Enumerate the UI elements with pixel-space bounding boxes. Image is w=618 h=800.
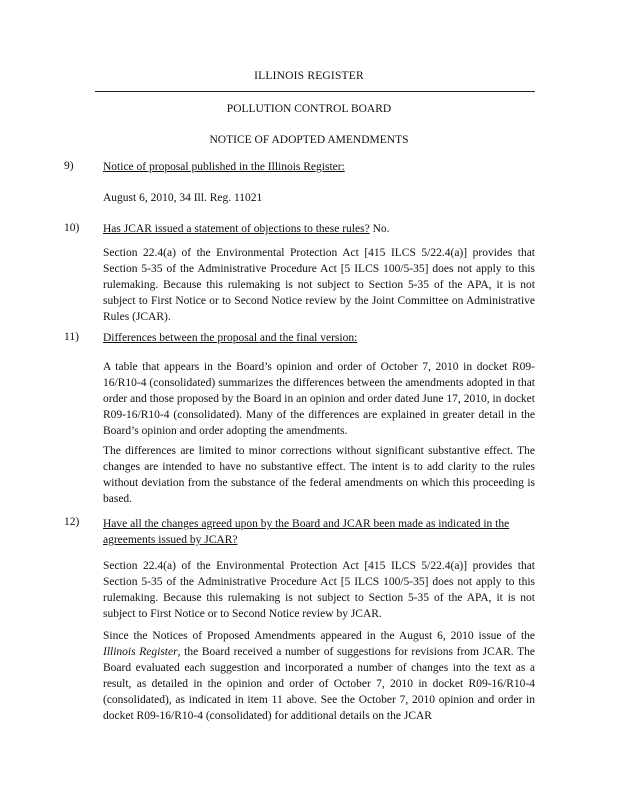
item-10-number: 10) [64, 222, 80, 234]
notice-title: NOTICE OF ADOPTED AMENDMENTS [209, 134, 409, 146]
item-10-question-answer: No. [372, 223, 390, 235]
item-10-paragraph-1: Section 22.4(a) of the Environmental Protection Act [415 ILCS 5/22.4(a)] provides that Section 5-35 of the Administrative Procedure Act [5 ILCS 100/5-35] does not apply to this rulemaking. Because this rulemaking is not subject to Section 5-35 of the APA, it is not subject to First Notice or to Second Notice review by the Joint Committee on Administrative Rules (JCAR). [103, 247, 535, 323]
item-9-answer: August 6, 2010, 34 Ill. Reg. 11021 [103, 192, 263, 204]
item-12-paragraph-2: Since the Notices of Proposed Amendments appeared in the August 6, 2010 issue of the Illinois Register, the Board received a number of suggestions for revisions from JCAR. The Board evaluated each suggestion and incorporated a number of changes into the text as a result, as detailed in the opinion and order of October 7, 2010 in docket R09-16/R10-4 (consolidated), as indicated in item 11 above. See the October 7, 2010 opinion and order in docket R09-16/R10-4 (consolidated) for additional details on the JCAR [103, 630, 535, 722]
item-9-number: 9) [64, 160, 74, 172]
agency-name: POLLUTION CONTROL BOARD [226, 103, 392, 115]
item-11-paragraph-1: A table that appears in the Board’s opinion and order of October 7, 2010 in docket R09-16/R10-4 (consolidated) summarizes the differences between the amendments adopted in that order and those proposed by the Board in an opinion and order dated June 17, 2010, in docket R09-16/R10-4 (consolidated). Many of the differences are explained in greater detail in the Board’s opinion and order adopting the amendments. [103, 361, 535, 437]
journal-title: Illinois Register [103, 646, 178, 658]
item-12-number: 12) [64, 516, 80, 528]
item-9-question [103, 160, 533, 175]
item-12-question-text: Have all the changes agreed upon by the Board and JCAR been made as indicated in the agreements issued by JCAR? [103, 518, 510, 546]
item-9-question-text: Notice of proposal published in the Illinois Register: [103, 161, 345, 173]
register-title: ILLINOIS REGISTER [254, 70, 364, 82]
item-10-question-text: Has JCAR issued a statement of objections to these rules? [103, 223, 370, 235]
item-11-question-text: Differences between the proposal and the final version: [103, 332, 358, 344]
item-12-paragraph-1: Section 22.4(a) of the Environmental Protection Act [415 ILCS 5/22.4(a)] provides that Section 5-35 of the Administrative Procedure Act [5 ILCS 100/5-35] does not apply to this rulemaking. Because this rulemaking is not subject to Section 5-35 of the APA, it is not subject to First Notice or to Second Notice review by JCAR. [103, 560, 535, 620]
item-11-number: 11) [64, 331, 79, 343]
item-11-paragraph-2: The differences are limited to minor corrections without significant substantive effect. The changes are intended to have no substantive effect. The intent is to add clarity to the rules without deviation from the substance of the federal amendments on which this proceeding is based. [103, 445, 535, 505]
item-11-question [103, 331, 533, 346]
item-12-question [103, 516, 533, 548]
header-rule [95, 91, 535, 92]
item-10-question [103, 222, 533, 237]
